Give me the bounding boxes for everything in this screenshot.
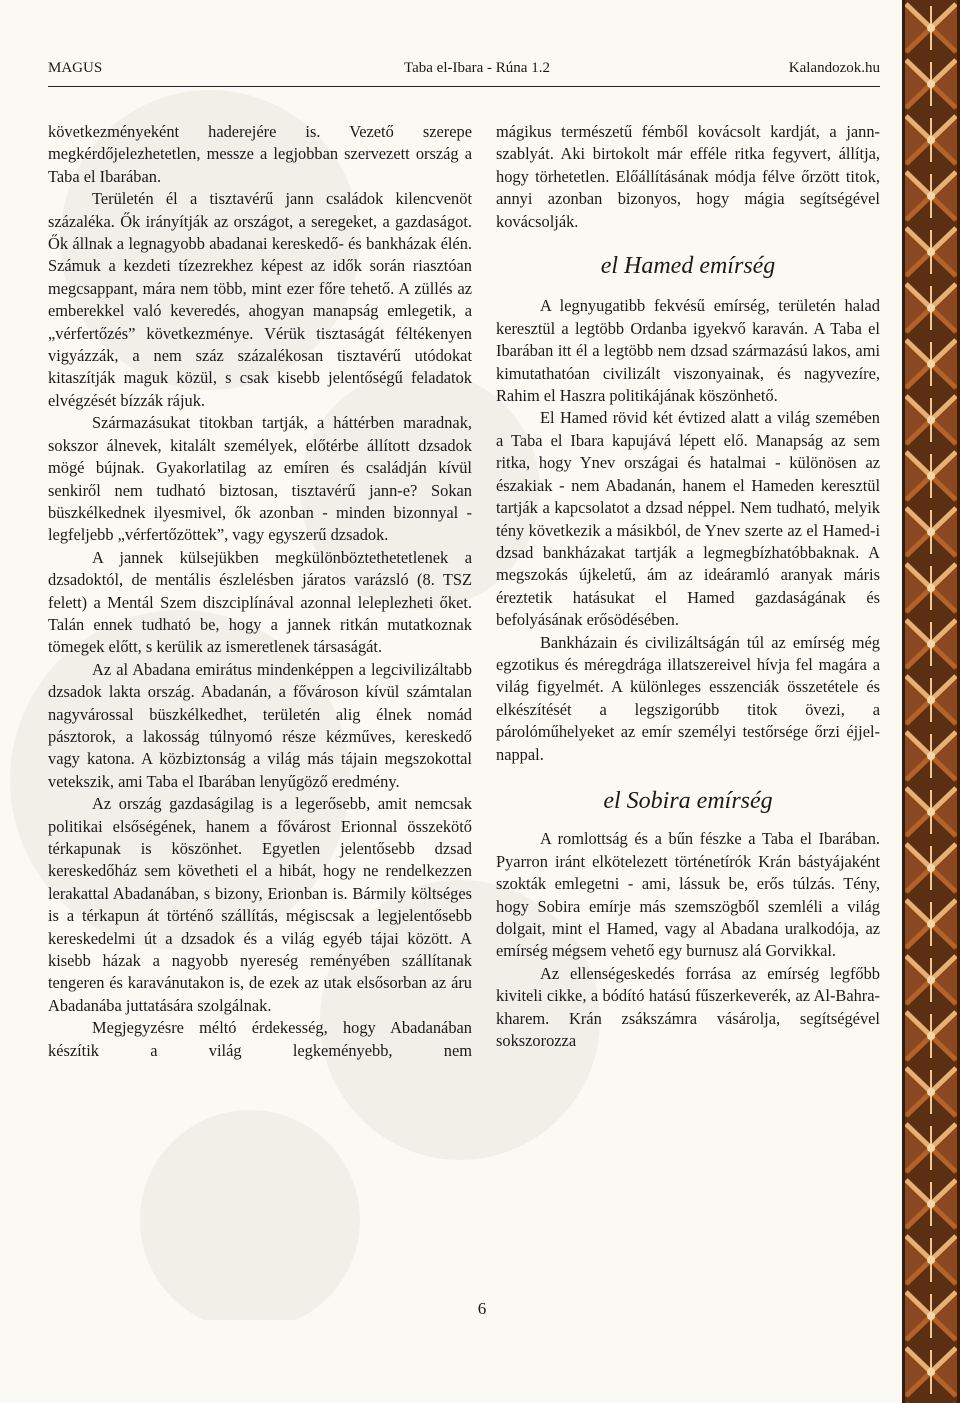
section-heading-el-sobira: el Sobira emírség xyxy=(603,787,773,814)
right-column xyxy=(496,121,880,1052)
right-paragraph-3: El Hamed rövid két évtized alatt a világ szemében a Taba el Ibara kapujává lépett elő. Manapság az sem ritka, hogy Ynev országai és hatalmai - különösen az északiak - nem Abadanán, hanem el Hameden keresztül tartják a kapcsolatot a dzsad néppel. Nem tudható, melyik tény következik a másikból, de Ynev szerte az el Hamed-i dzsad bankházakat tartják a legmegbízhatóbbaknak. A megszokás újkeletű, ám az ideáramló aranyak máris éreztetik hatásukat el Hamed gazdaságának és befolyásának erősödésében. xyxy=(496,408,880,630)
header-article-title: Taba el-Ibara - Rúna 1.2 xyxy=(404,60,550,76)
section-heading-el-hamed: el Hamed emírség xyxy=(600,253,776,280)
left-paragraph-5: Az al Abadana emirátus mindenképpen a legcivilizáltabb dzsadok lakta ország. Abadanán, a fővároson kívül számtalan nagyvárossal büszkélkedhet, területén alig élnek nomád pásztorok, a lakosság túlnyomó része kézműves, kereskedő vagy katona. A közbiztonság a világ más tájain megszokottal vetekszik, ami Taba el Ibarában lenyűgöző eredmény. xyxy=(48,659,472,791)
left-paragraph-2: Területén él a tisztavérű jann családok kilencvenöt százaléka. Ők irányítják az országot, a seregeket, a gazdaságot. Ők állnak a legnagyobb abadanai kereskedő- és bankházak élén. Számuk a kezdeti tízezrekhez képest az idők során riasztóan megcsappant, mára nem több, mint ezer főre tehető. A züllés az emberekkel való keveredés, ahogyan manapság emlegetik, a „vérfertőzés” következménye. Vérük tisztaságát féltékenyen vigyázzák, a nem száz százalékosan tisztavérű utódokat kitaszítják maguk közül, s csak kisebb jelentőségű feladatok elvégzését bízzák rájuk. xyxy=(48,189,472,410)
right-paragraph-5: A romlottság és a bűn fészke a Taba el Ibarában. Pyarron iránt elkötelezett történetírók Krán bástyájaként szokták emlegetni - ami, lássuk be, erős túlzás. Tény, hogy Sobira emírje más szemszögből szemléli a világ dolgait, mint el Hamed, vagy al Abadana uralkodója, az emírség mégsem vehető egy burnusz alá Gorvikkal. xyxy=(496,829,880,961)
left-paragraph-4: A jannek külsejükben megkülönböztethetetlenek a dzsadoktól, de mentális észlelésben járatos varázsló (8. TSZ felett) a Mentál Szem diszciplínával azonnal leleplezheti őket. Talán ennek tudható be, hogy a jannek ritkán mutatkoznak tömegek előtt, s kerülik az ismeretlenek társaságát. xyxy=(48,547,472,657)
page-header xyxy=(48,60,880,82)
left-paragraph-6: Az ország gazdaságilag is a legerősebb, amit nemcsak politikai elsőségének, hanem a fővárost Erionnal összekötő térkapunak is köszönhet. Egyetlen jelentősebb dzsad kereskedőház sem követheti el a hibát, hogy ne rendelkezzen lerakattal Abadanában, s bizony, Erionban is. Bármily költséges is a térkapun át történő szállítás, mégiscsak a legjelentősebb kereskedelmi út a dzsadok és a világ egyéb tájai között. A kisebb házak a nagyobb nyereség reményében szállítanak tengeren és karavánutakon is, de ezek az utak elsősorban az áru Abadanába juttatására szolgálnak. xyxy=(48,794,472,1015)
left-column xyxy=(48,121,472,1062)
header-magazine-title: MAGUS xyxy=(48,60,103,76)
right-paragraph-1: mágikus természetű fémből kovácsolt kardját, a jann-szablyát. Aki birtokolt már efféle ritka fegyvert, állítja, hogy törhetetlen. Előállításának módja félve őrzött titok, annyi azonban bizonyos, hogy mágia segítségével kovácsolják. xyxy=(496,122,880,231)
right-paragraph-4: Bankházain és civilizáltságán túl az emírség még egzotikus és méregdrága illatszereivel hívja fel magára a világ figyelmét. A különleges esszenciák összetétele és elkészítését a legszigorúbb titok övezi, a párolóműhelyeket az emír személyi testőrsége őrzi éjjel-nappal. xyxy=(496,632,880,764)
header-site-name: Kalandozok.hu xyxy=(788,60,880,76)
left-paragraph-1: következményeként haderejére is. Vezető szerepe megkérdőjelezhetetlen, messze a legjobban szervezett ország a Taba el Ibarában. xyxy=(48,122,472,186)
page-number: 6 xyxy=(477,1299,487,1318)
right-paragraph-2: A legnyugatibb fekvésű emírség, területén halad keresztül a legtöbb Ordanba igyekvő karaván. A Taba el Ibarában itt él a legtöbb nem dzsad származású lakos, ami kimutathatóan civilizált viszonyainak, és nagyvezíre, Rahim el Haszra politikájának köszönhető. xyxy=(496,296,880,406)
decorative-border xyxy=(902,0,960,1403)
left-paragraph-3: Származásukat titokban tartják, a háttérben maradnak, sokszor álnevek, kitalált személyek, előtérbe állított dzsadok mögé bújnak. Gyakorlatilag az emíren és családján kívül senkiről nem tudható biztosan, tisztavérű jann-e? Sokan büszkélkednek ilyesmivel, ők azonban - minden bizonnyal - legfeljebb „vérfertőzöttek”, vagy egyszerű dzsadok. xyxy=(48,413,472,545)
left-paragraph-7: Megjegyzésre méltó érdekesség, hogy Abadanában készítik a világ legkeményebb, nem xyxy=(48,1018,472,1060)
header-rule xyxy=(48,86,880,87)
right-paragraph-6: Az ellenségeskedés forrása az emírség legfőbb kiviteli cikke, a bódító hatású fűszerkeverék, az Al-Bahra-kharem. Krán zsákszámra vásárolja, segítségével sokszorozza xyxy=(496,963,880,1051)
